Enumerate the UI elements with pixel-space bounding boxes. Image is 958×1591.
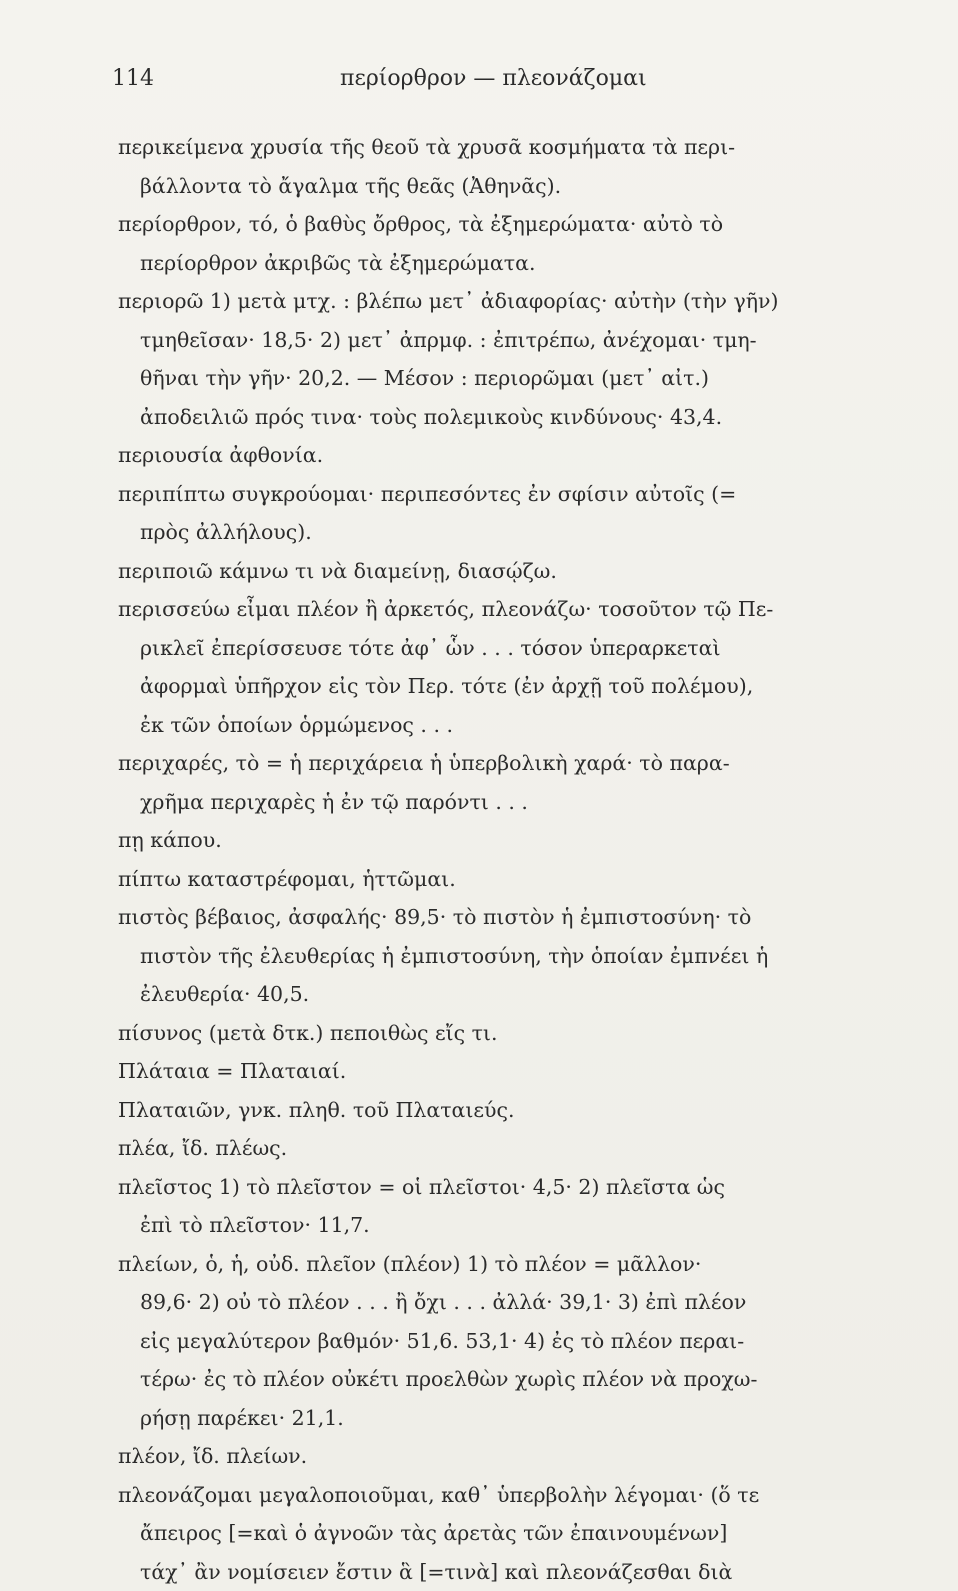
text-line: ἐπὶ τὸ πλεῖστον· 11,7. (118, 1206, 928, 1245)
text-line: Πλάταια = Πλαταιαί. (118, 1052, 928, 1091)
dictionary-entries (118, 128, 928, 1591)
text-line: περιποιῶ κάμνω τι νὰ διαμείνῃ, διασῴζω. (118, 552, 928, 591)
text-line: ἄπειρος [=καὶ ὁ ἀγνοῶν τὰς ἀρετὰς τῶν ἐπαινουμένων] (118, 1514, 928, 1553)
text-line: ρικλεῖ ἐπερίσσευσε τότε ἀφ᾽ ὧν . . . τόσον ὑπεραρκεταὶ (118, 629, 928, 668)
text-line: πίπτω καταστρέφομαι, ἡττῶμαι. (118, 860, 928, 899)
text-line: ἐκ τῶν ὁποίων ὁρμώμενος . . . (118, 706, 928, 745)
text-line: Πλαταιῶν, γνκ. πληθ. τοῦ Πλαταιεύς. (118, 1091, 928, 1130)
text-line: ἀποδειλιῶ πρός τινα· τοὺς πολεμικοὺς κινδύνους· 43,4. (118, 398, 928, 437)
page-header (112, 66, 832, 106)
text-line: περιχαρές, τὸ = ἡ περιχάρεια ἡ ὑπερβολικὴ χαρά· τὸ παρα- (118, 744, 928, 783)
text-line: ρήσῃ παρέκει· 21,1. (118, 1399, 928, 1438)
text-line: περιορῶ 1) μετὰ μτχ. : βλέπω μετ᾽ ἀδιαφορίας· αὐτὴν (τὴν γῆν) (118, 282, 928, 321)
text-line: πρὸς ἀλλήλους). (118, 513, 928, 552)
text-line: περίορθρον ἀκριβῶς τὰ ἐξημερώματα. (118, 244, 928, 283)
text-line: περιουσία ἀφθονία. (118, 436, 928, 475)
text-line: πῃ κάπου. (118, 821, 928, 860)
text-line: τμηθεῖσαν· 18,5· 2) μετ᾽ ἀπρμφ. : ἐπιτρέπω, ἀνέχομαι· τμη- (118, 321, 928, 360)
text-line: πιστὸν τῆς ἐλευθερίας ἡ ἐμπιστοσύνη, τὴν ὁποίαν ἐμπνέει ἡ (118, 937, 928, 976)
text-line: περίορθρον, τό, ὁ βαθὺς ὄρθρος, τὰ ἐξημερώματα· αὐτὸ τὸ (118, 205, 928, 244)
text-line: χρῆμα περιχαρὲς ἡ ἐν τῷ παρόντι . . . (118, 783, 928, 822)
text-line: εἰς μεγαλύτερον βαθμόν· 51,6. 53,1· 4) ἐς τὸ πλέον περαι- (118, 1322, 928, 1361)
text-line: πιστὸς βέβαιος, ἀσφαλής· 89,5· τὸ πιστὸν ἡ ἐμπιστοσύνη· τὸ (118, 898, 928, 937)
text-line: περισσεύω εἶμαι πλέον ἢ ἀρκετός, πλεονάζω· τοσοῦτον τῷ Πε- (118, 590, 928, 629)
text-line: τάχ᾽ ἂν νομίσειεν ἔστιν ἃ [=τινὰ] καὶ πλεονάζεσθαι διὰ (118, 1553, 928, 1591)
text-line: 89,6· 2) οὐ τὸ πλέον . . . ἢ ὄχι . . . ἀλλά· 39,1· 3) ἐπὶ πλέον (118, 1283, 928, 1322)
page-number: 114 (112, 66, 154, 91)
text-line: περικείμενα χρυσία τῆς θεοῦ τὰ χρυσᾶ κοσμήματα τὰ περι- (118, 128, 928, 167)
text-line: πλεονάζομαι μεγαλοποιοῦμαι, καθ᾽ ὑπερβολὴν λέγομαι· (ὅ τε (118, 1476, 928, 1515)
text-line: περιπίπτω συγκρούομαι· περιπεσόντες ἐν σφίσιν αὐτοῖς (= (118, 475, 928, 514)
text-line: πλείων, ὁ, ἡ, οὐδ. πλεῖον (πλέον) 1) τὸ πλέον = μᾶλλον· (118, 1245, 928, 1284)
text-line: ἐλευθερία· 40,5. (118, 975, 928, 1014)
text-line: πλέα, ἴδ. πλέως. (118, 1129, 928, 1168)
text-line: πλέον, ἴδ. πλείων. (118, 1437, 928, 1476)
text-line: πίσυνος (μετὰ δτκ.) πεποιθὼς εἴς τι. (118, 1014, 928, 1053)
text-line: πλεῖστος 1) τὸ πλεῖστον = οἱ πλεῖστοι· 4,5· 2) πλεῖστα ὡς (118, 1168, 928, 1207)
text-line: ἀφορμαὶ ὑπῆρχον εἰς τὸν Περ. τότε (ἐν ἀρχῇ τοῦ πολέμου), (118, 667, 928, 706)
running-title: περίορθρον — πλεονάζομαι (340, 66, 647, 91)
text-line: θῆναι τὴν γῆν· 20,2. — Μέσον : περιορῶμαι (μετ᾽ αἰτ.) (118, 359, 928, 398)
text-line: τέρω· ἐς τὸ πλέον οὐκέτι προελθὼν χωρὶς πλέον νὰ προχω- (118, 1360, 928, 1399)
text-line: βάλλοντα τὸ ἄγαλμα τῆς θεᾶς (Ἀθηνᾶς). (118, 167, 928, 206)
